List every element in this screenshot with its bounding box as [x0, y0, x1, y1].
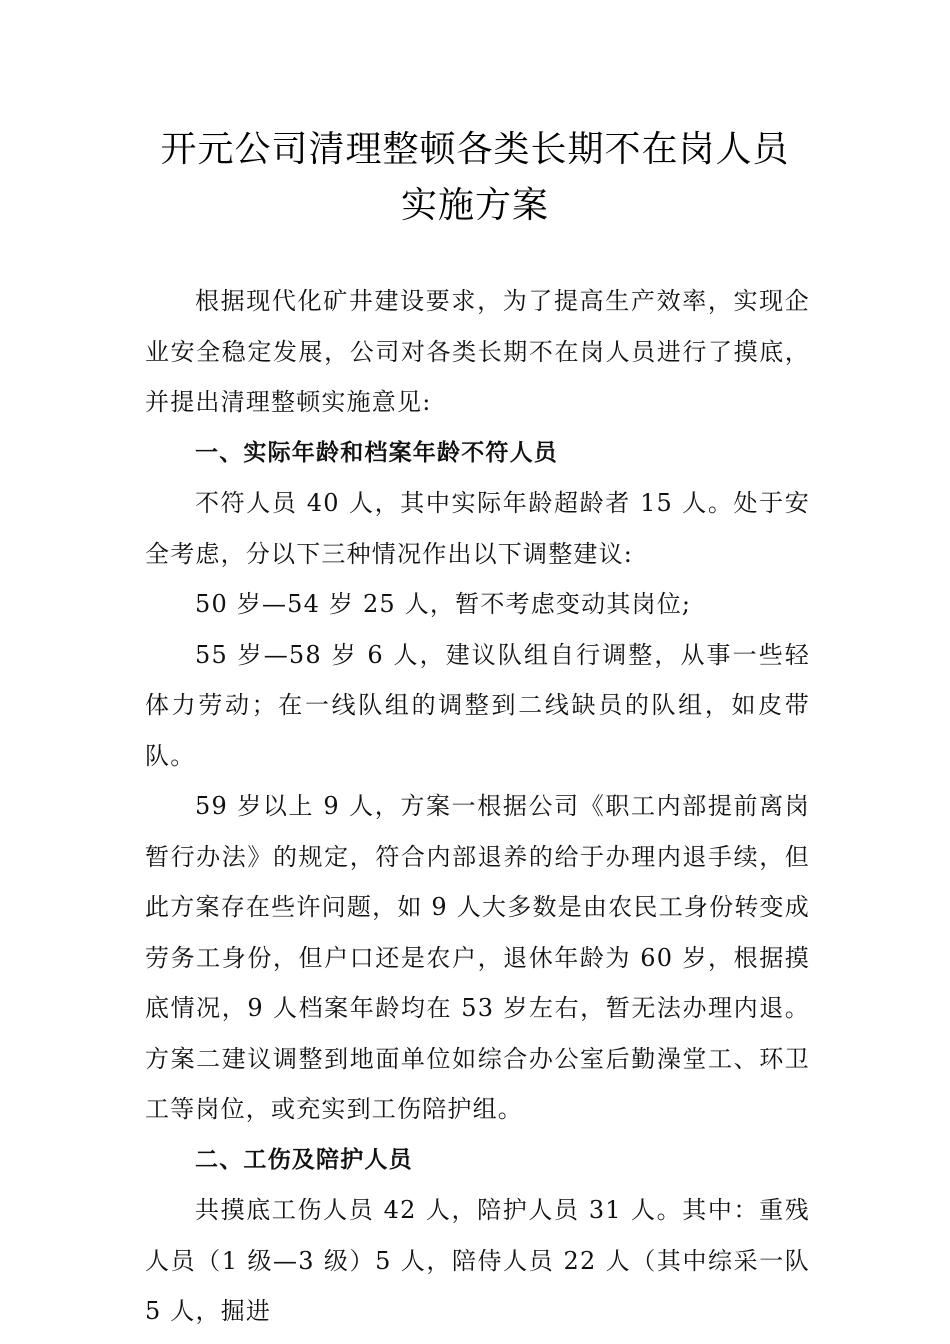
- title-line-2: 实施方案: [400, 185, 549, 226]
- paragraph: 59 岁以上 9 人，方案一根据公司《职工内部提前离岗暂行办法》的规定，符合内部退养的给于办理内退手续，但此方案存在些许问题，如 9 人大多数是由农民工身份转变成劳务工身份，但户口还是农户，退休年龄为 60 岁，根据摸底情况，9 人档案年龄均在 53 岁左右，暂无法办理内退。方案二建议调整到地面单位如综合办公室后勤澡堂工、环卫工等岗位，或充实到工伤陪护组。: [145, 792, 810, 1123]
- section-heading-2: 二、工伤及陪护人员: [195, 1146, 413, 1173]
- paragraph: 50 岁—54 岁 25 人，暂不考虑变动其岗位;: [195, 590, 692, 618]
- paragraph: 不符人员 40 人，其中实际年龄超龄者 15 人。处于安全考虑，分以下三种情况作出以下调整建议:: [145, 489, 810, 568]
- paragraph: 共摸底工伤人员 42 人，陪护人员 31 人。其中：重残人员（1 级—3 级）5 人，陪侍人员 22 人（其中综采一队 5 人，掘进: [145, 1196, 810, 1325]
- paragraph-intro: 根据现代化矿井建设要求，为了提高生产效率，实现企业安全稳定发展，公司对各类长期不在岗人员进行了摸底，并提出清理整顿实施意见:: [145, 287, 810, 416]
- document-body: [145, 276, 810, 1337]
- section-heading-1: 一、实际年龄和档案年龄不符人员: [195, 439, 558, 466]
- paragraph: 55 岁—58 岁 6 人，建议队组自行调整，从事一些轻体力劳动；在一线队组的调整到二线缺员的队组，如皮带队。: [145, 640, 810, 770]
- document-title: [0, 122, 950, 234]
- title-line-1: 开元公司清理整顿各类长期不在岗人员: [160, 129, 790, 170]
